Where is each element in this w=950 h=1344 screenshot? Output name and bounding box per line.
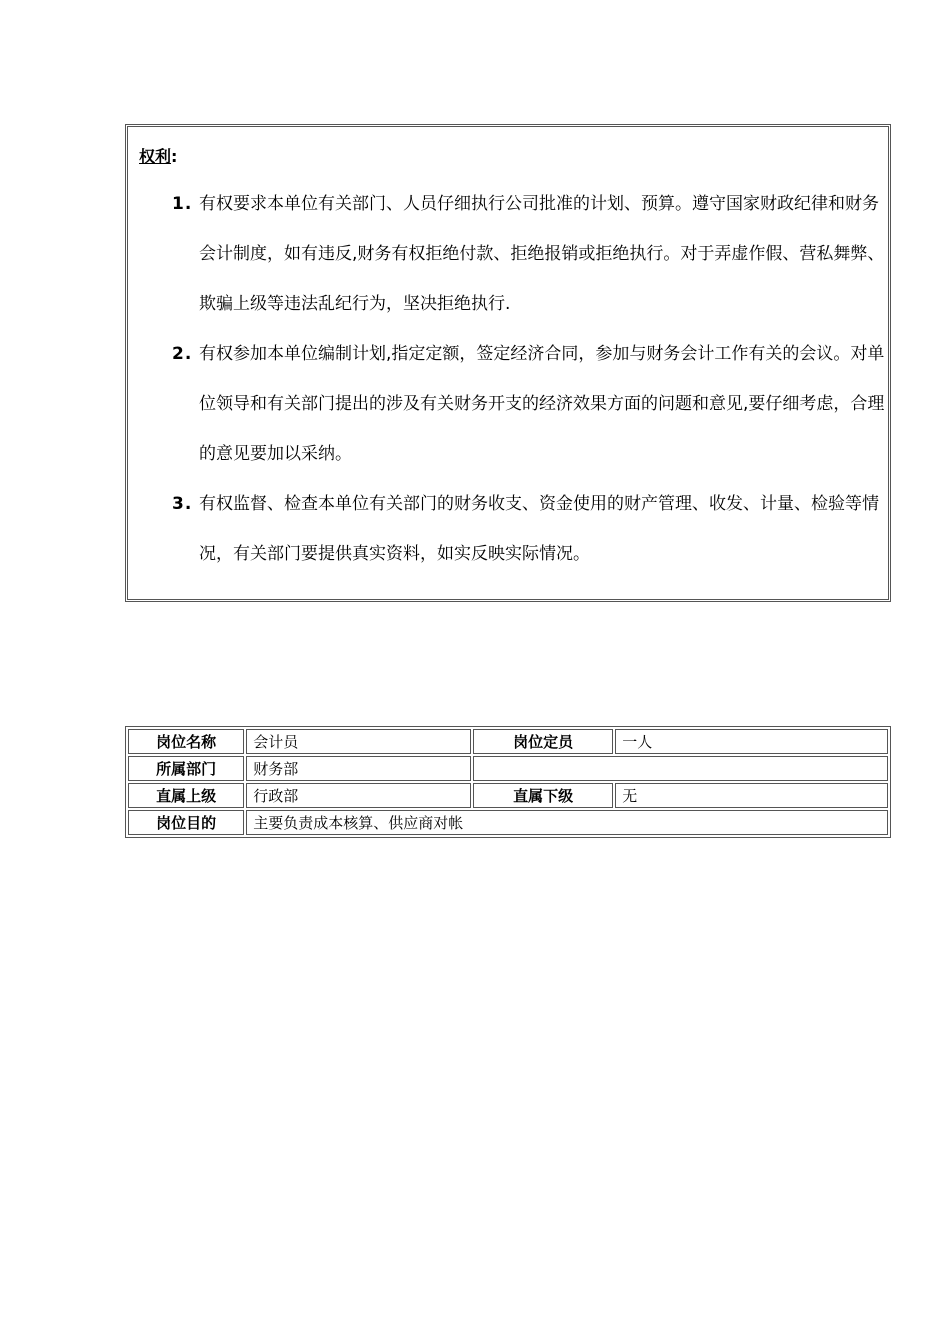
rights-box xyxy=(125,124,891,602)
table-row xyxy=(128,756,888,781)
rights-item xyxy=(128,479,894,579)
rights-item-number: 1. xyxy=(172,194,193,214)
headcount-label: 岗位定员 xyxy=(473,729,613,754)
rights-item-number: 2. xyxy=(172,344,193,364)
department-extra-cell xyxy=(473,756,888,781)
direct-subordinate-label: 直属下级 xyxy=(473,783,613,808)
table-row xyxy=(128,783,888,808)
rights-title-colon: : xyxy=(171,147,178,166)
direct-superior-label: 直属上级 xyxy=(128,783,244,808)
rights-item-text: 有权监督、检查本单位有关部门的财务收支、资金使用的财产管理、收发、计量、检验等情况，有关部门要提供真实资料，如实反映实际情况。 xyxy=(199,494,879,564)
position-purpose-value: 主要负责成本核算、供应商对帐 xyxy=(246,810,888,835)
rights-title xyxy=(139,144,177,167)
table-row xyxy=(128,810,888,835)
position-purpose-label: 岗位目的 xyxy=(128,810,244,835)
rights-list xyxy=(128,179,894,579)
direct-subordinate-value: 无 xyxy=(615,783,888,808)
position-info-table xyxy=(125,726,891,838)
rights-title-text: 权利 xyxy=(139,147,172,166)
position-name-label: 岗位名称 xyxy=(128,729,244,754)
rights-item-text: 有权要求本单位有关部门、人员仔细执行公司批准的计划、预算。遵守国家财政纪律和财务会计制度，如有违反,财务有权拒绝付款、拒绝报销或拒绝执行。对于弄虚作假、营私舞弊、欺骗上级等违法乱纪行为，坚决拒绝执行. xyxy=(199,194,885,314)
rights-item xyxy=(128,179,894,329)
department-value: 财务部 xyxy=(246,756,471,781)
department-label: 所属部门 xyxy=(128,756,244,781)
headcount-value: 一人 xyxy=(615,729,888,754)
table-row xyxy=(128,729,888,754)
position-name-value: 会计员 xyxy=(246,729,471,754)
rights-item-text: 有权参加本单位编制计划,指定定额，签定经济合同，参加与财务会计工作有关的会议。对单位领导和有关部门提出的涉及有关财务开支的经济效果方面的问题和意见,要仔细考虑，合理的意见要加以采纳。 xyxy=(199,344,885,464)
direct-superior-value: 行政部 xyxy=(246,783,471,808)
rights-item-number: 3. xyxy=(172,494,193,514)
rights-item xyxy=(128,329,894,479)
